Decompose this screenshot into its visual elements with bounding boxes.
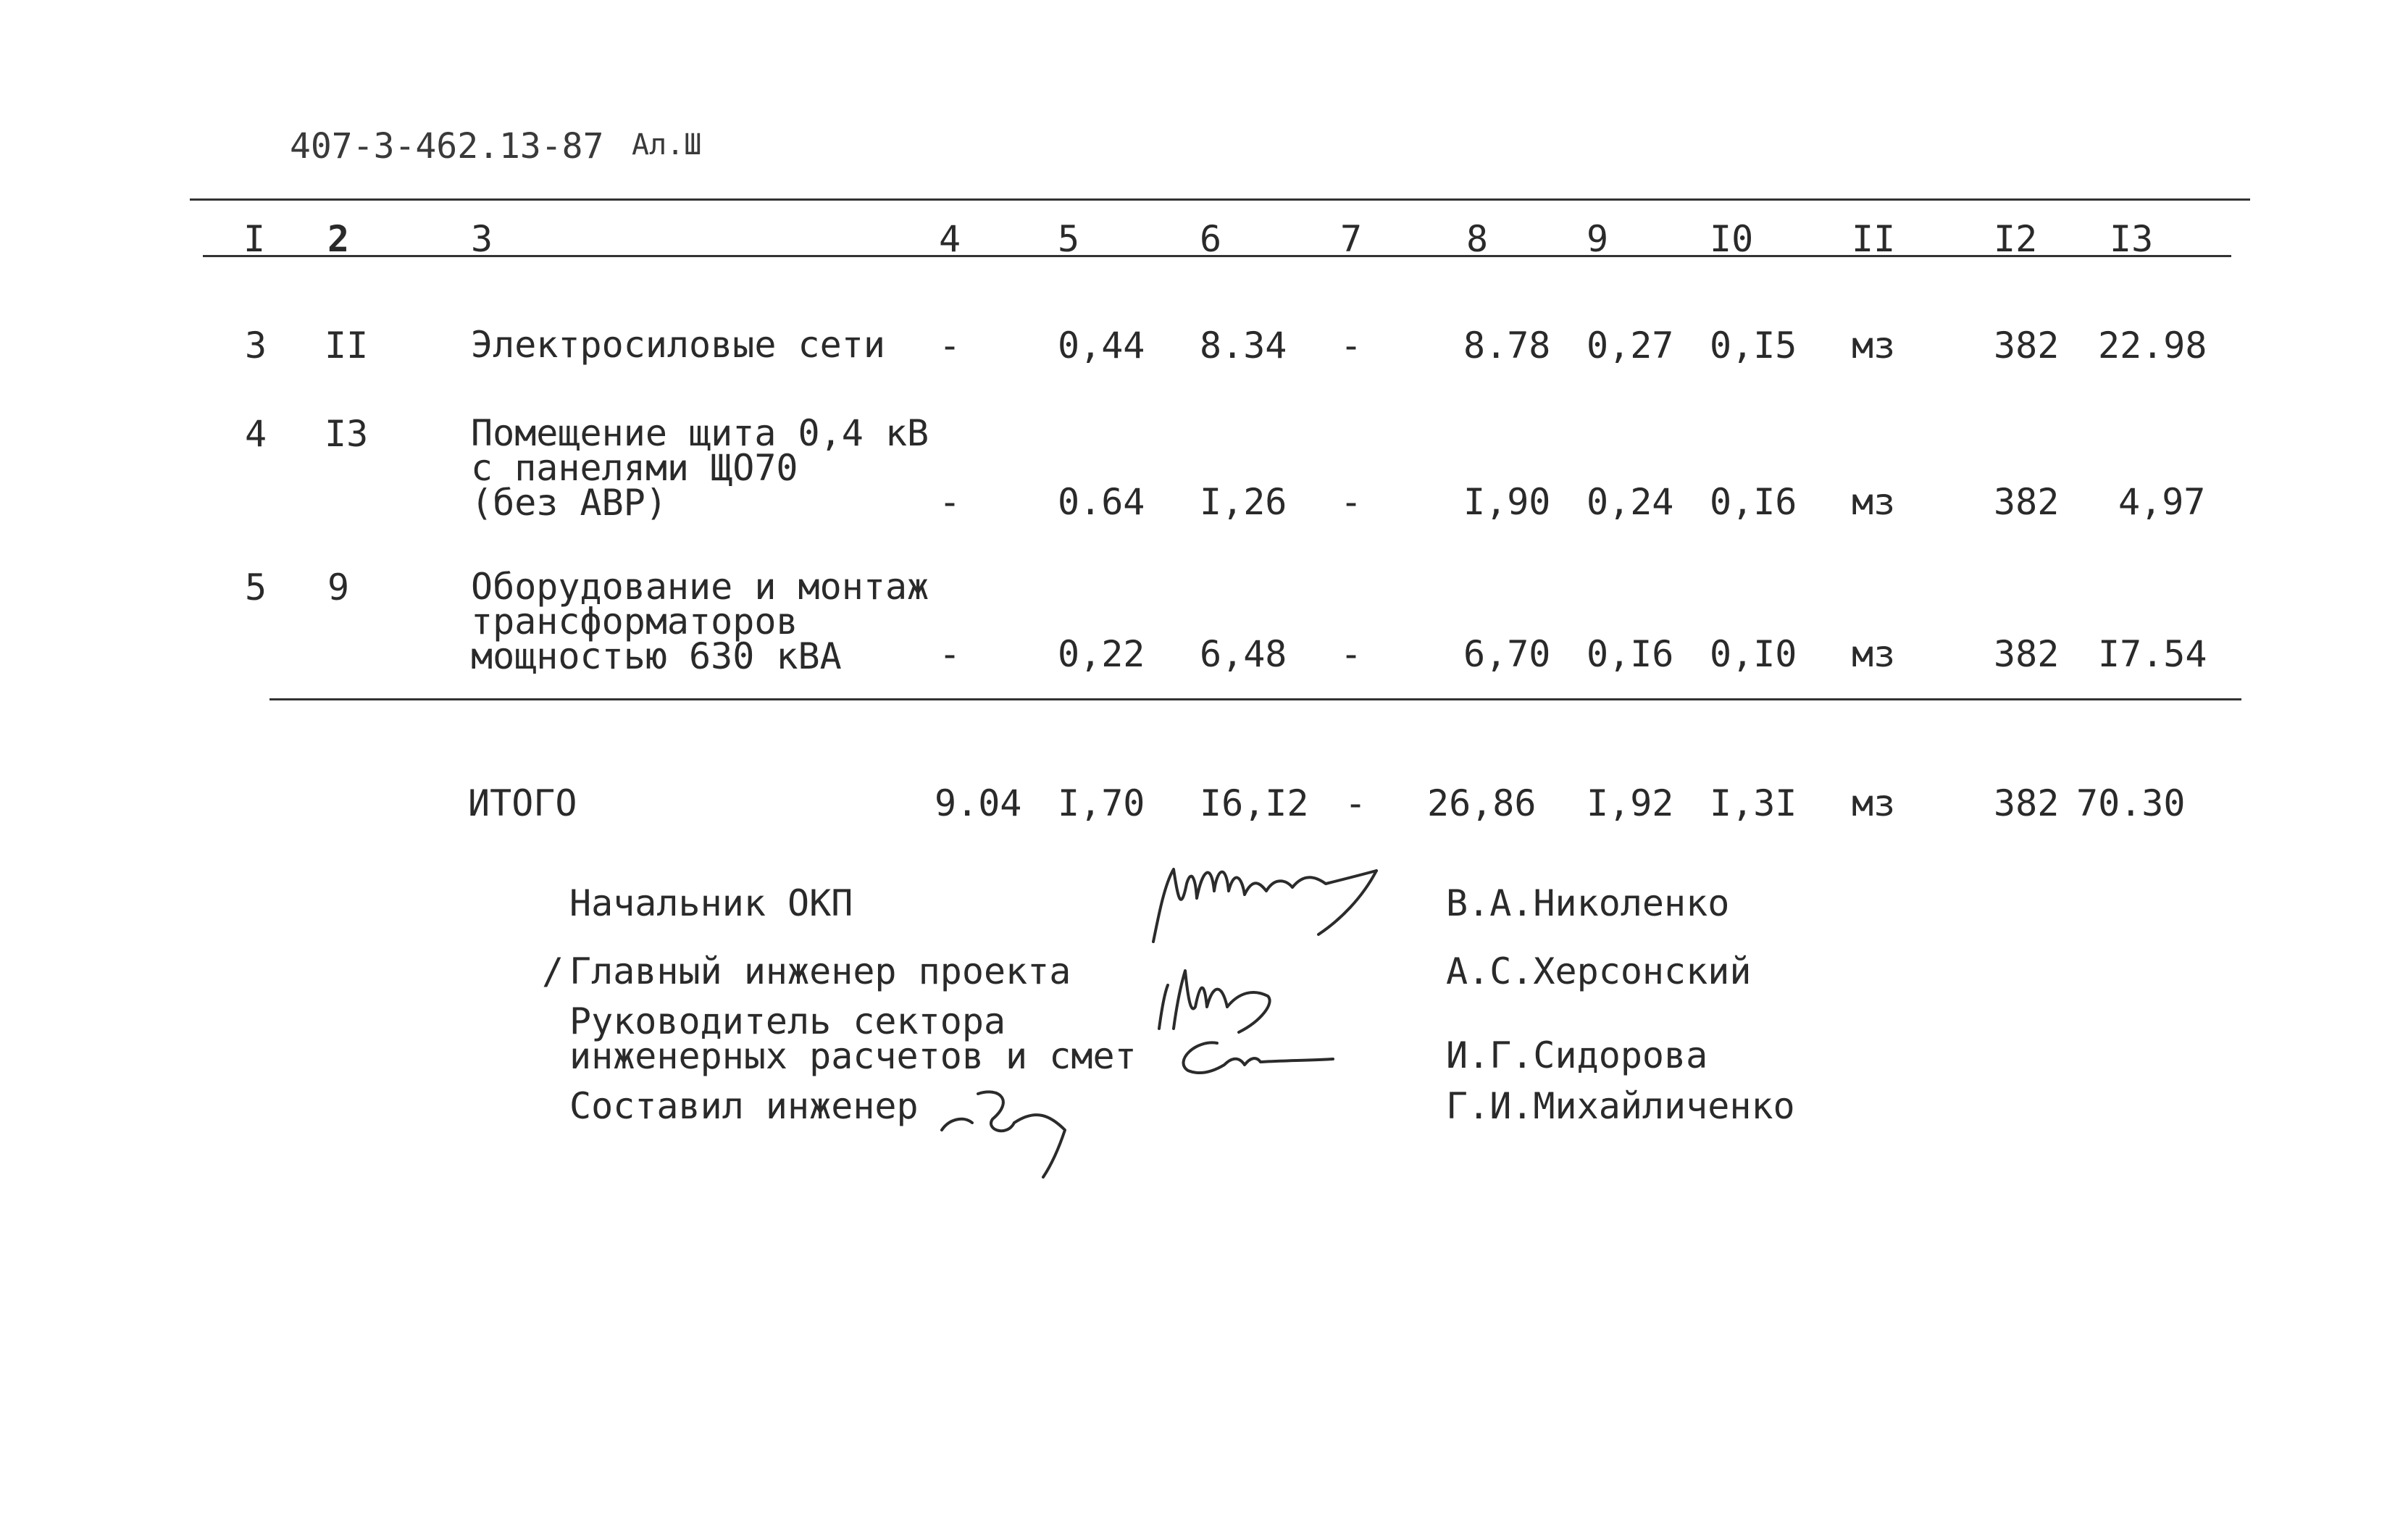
cell-col8: 6,70	[1463, 633, 1551, 675]
cell-col8: 8.78	[1463, 325, 1551, 367]
row-reference: 9	[327, 566, 350, 608]
cell-col4: -	[939, 325, 961, 367]
signature-role: Составил инженер	[569, 1085, 919, 1127]
total-col13: 70.30	[2076, 782, 2186, 824]
total-col7: -	[1345, 782, 1367, 824]
cell-col10: 0,I5	[1710, 325, 1797, 367]
column-number: 4	[939, 218, 961, 260]
cell-col4: -	[939, 481, 961, 523]
total-col5: I,70	[1058, 782, 1145, 824]
cell-col5: 0,44	[1058, 325, 1145, 367]
row-number: 5	[245, 566, 267, 608]
document-code: 407-3-462.13-87	[290, 126, 604, 167]
signature-name: В.А.Николенко	[1446, 882, 1730, 924]
cell-col6: 8.34	[1200, 325, 1287, 367]
cell-col6: I,26	[1200, 481, 1287, 523]
handwritten-signature	[1145, 855, 1391, 971]
row-number: 3	[245, 325, 267, 367]
signature-name: Г.И.Михайличенко	[1446, 1085, 1795, 1127]
cell-col5: 0,22	[1058, 633, 1145, 675]
cell-col7: -	[1340, 325, 1363, 367]
total-col8: 26,86	[1427, 782, 1537, 824]
column-number: 9	[1587, 218, 1609, 260]
column-number: 7	[1340, 218, 1363, 260]
total-col10: I,3I	[1710, 782, 1797, 824]
cell-unit: мз	[1852, 481, 1896, 523]
cell-col4: -	[939, 633, 961, 675]
column-number: 5	[1058, 218, 1080, 260]
document-sheet: Ал.Ш	[632, 128, 702, 162]
column-number: 6	[1200, 218, 1222, 260]
cell-col6: 6,48	[1200, 633, 1287, 675]
row-name: Помещение щита 0,4 кВ с панелями ЩО70 (без АВР)	[471, 412, 929, 524]
handwritten-signature	[935, 1079, 1079, 1181]
cell-col8: I,90	[1463, 481, 1551, 523]
column-number: I	[243, 218, 266, 260]
row-reference: II	[325, 325, 369, 367]
signature-name: А.С.Херсонский	[1446, 950, 1752, 992]
total-col6: I6,I2	[1200, 782, 1309, 824]
cell-col7: -	[1340, 481, 1363, 523]
cell-col12: 382	[1994, 633, 2060, 675]
column-number: I3	[2110, 218, 2154, 260]
row-reference: I3	[325, 413, 369, 455]
cell-col9: 0,24	[1587, 481, 1674, 523]
cell-col13: I7.54	[2098, 633, 2207, 675]
signature-role: Руководитель сектора инженерных расчетов и смет	[569, 1000, 1137, 1077]
column-number: I0	[1710, 218, 1754, 260]
column-number: 8	[1466, 218, 1489, 260]
table-top-rule	[190, 198, 2250, 201]
cell-col7: -	[1340, 633, 1363, 675]
column-number: 3	[471, 218, 493, 260]
total-separator-rule	[269, 698, 2241, 700]
signature-role: Начальник ОКП	[569, 882, 853, 924]
total-col9: I,92	[1587, 782, 1674, 824]
total-unit: мз	[1852, 782, 1896, 824]
total-col12: 382	[1994, 782, 2060, 824]
total-label: ИТОГО	[468, 782, 577, 824]
cell-col5: 0.64	[1058, 481, 1145, 523]
cell-col9: 0,27	[1587, 325, 1674, 367]
cell-col12: 382	[1994, 481, 2060, 523]
row-name: Электросиловые сети	[471, 324, 885, 366]
total-col4: 9.04	[935, 782, 1022, 824]
cell-col10: 0,I0	[1710, 633, 1797, 675]
cell-unit: мз	[1852, 633, 1896, 675]
column-number: II	[1852, 218, 1896, 260]
signature-role: Главный инженер проекта	[569, 950, 1071, 992]
cell-col10: 0,I6	[1710, 481, 1797, 523]
column-number: 2	[327, 218, 350, 260]
cell-col12: 382	[1994, 325, 2060, 367]
signature-name: И.Г.Сидорова	[1446, 1034, 1708, 1076]
cell-col13: 4,97	[2118, 481, 2206, 523]
cell-unit: мз	[1852, 325, 1896, 367]
handwritten-signature	[1166, 1029, 1340, 1087]
cell-col9: 0,I6	[1587, 633, 1674, 675]
row-name: Оборудование и монтаж трансформаторов мощностью 630 кВА	[471, 566, 929, 677]
column-number: I2	[1994, 218, 2038, 260]
cell-col13: 22.98	[2098, 325, 2207, 367]
margin-mark: /	[542, 950, 564, 992]
row-number: 4	[245, 413, 267, 455]
